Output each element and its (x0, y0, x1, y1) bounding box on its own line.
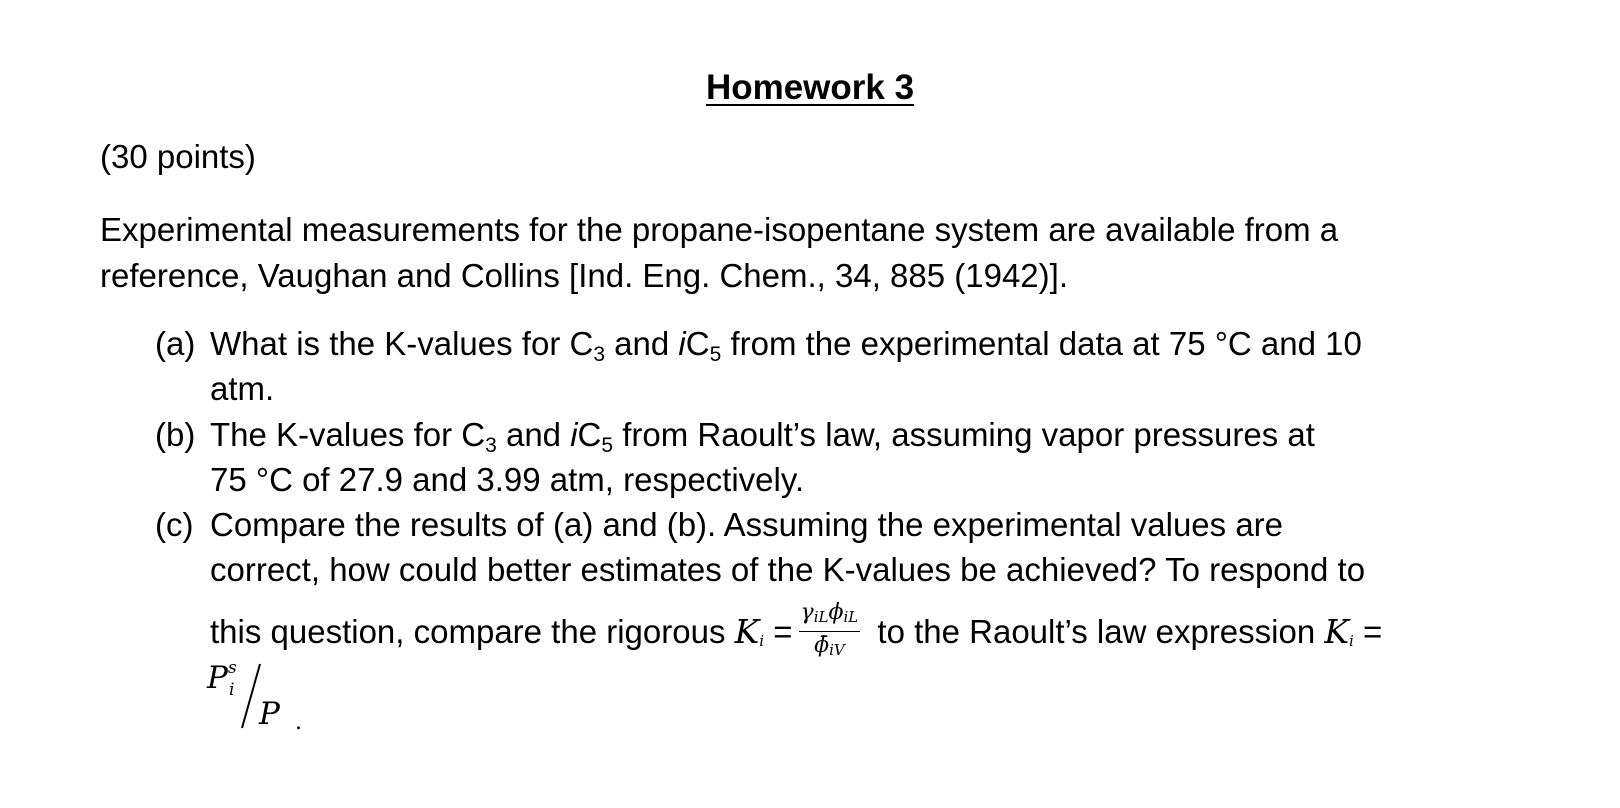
text-run: The K-values for C (210, 416, 486, 453)
saturation-superscript: s (228, 658, 237, 678)
subscript: 5 (601, 434, 614, 457)
item-label: (c) (155, 506, 194, 543)
item-label: (a) (155, 325, 196, 362)
period: . (295, 710, 302, 735)
k-symbol: K (734, 612, 760, 652)
k-subscript: i (759, 632, 765, 651)
text-run: from the experimental data at 75 °C and 10 (721, 325, 1362, 362)
gamma-symbol: γ (800, 600, 814, 625)
raoult-ratio (207, 660, 327, 740)
k-symbol: K (1324, 612, 1350, 652)
item-label: (b) (155, 416, 196, 453)
item-line: atm. (210, 370, 275, 407)
text-run: What is the K-values for C (210, 325, 594, 362)
text-run: and (496, 416, 571, 453)
gamma-subscript: iL (813, 608, 829, 626)
phi-symbol: ϕ (828, 600, 844, 625)
item-line (210, 321, 1540, 366)
points-label: (30 points) (100, 138, 256, 175)
intro-line: reference, Vaughan and Collins [Ind. Eng. Chem., 34, 885 (1942)]. (100, 257, 1068, 294)
k-subscript: i (1349, 632, 1354, 651)
text-run: to the Raoult’s law expression (868, 613, 1325, 651)
question-item-a (155, 321, 1540, 411)
phi-subscript: iL (843, 608, 859, 626)
item-line: Compare the results of (a) and (b). Assuming the experimental values are (210, 506, 1284, 543)
item-text (210, 321, 1540, 411)
question-item-b (155, 412, 1540, 502)
item-line (210, 412, 1540, 457)
italic-run: i (570, 416, 578, 453)
italic-run: i (678, 325, 686, 362)
equals-sign: = (764, 613, 793, 651)
question-item-c (155, 502, 1540, 665)
equals-sign: = (1353, 613, 1383, 651)
item-text (210, 412, 1540, 502)
item-line (210, 600, 1540, 665)
pressure-denominator: P (259, 696, 280, 732)
text-run: C (577, 416, 602, 453)
text-run: this question, compare the rigorous (210, 613, 735, 651)
fraction-denominator (799, 632, 861, 662)
subscript: 5 (709, 343, 722, 366)
rigorous-k-fraction (799, 601, 861, 662)
intro-line: Experimental measurements for the propane-isopentane system are available from a (100, 211, 1339, 248)
phi-bar-symbol: ϕ̄ (814, 633, 830, 658)
subscript: 3 (593, 343, 605, 366)
text-run: and (605, 325, 679, 362)
item-line: 75 °C of 27.9 and 3.99 atm, respectively. (210, 461, 805, 498)
page-title: Homework 3 (705, 68, 915, 107)
pressure-numerator: P (207, 660, 228, 696)
subscript: 3 (485, 434, 497, 457)
item-text (210, 502, 1540, 665)
component-subscript: i (229, 680, 235, 700)
phi-bar-subscript: iV (829, 641, 845, 659)
item-line: correct, how could better estimates of the K-values be achieved? To respond to (210, 551, 1366, 588)
fraction-numerator (799, 601, 861, 632)
intro-paragraph (100, 207, 1540, 299)
text-run: from Raoult’s law, assuming vapor pressures at (613, 416, 1315, 453)
text-run: C (685, 325, 710, 362)
